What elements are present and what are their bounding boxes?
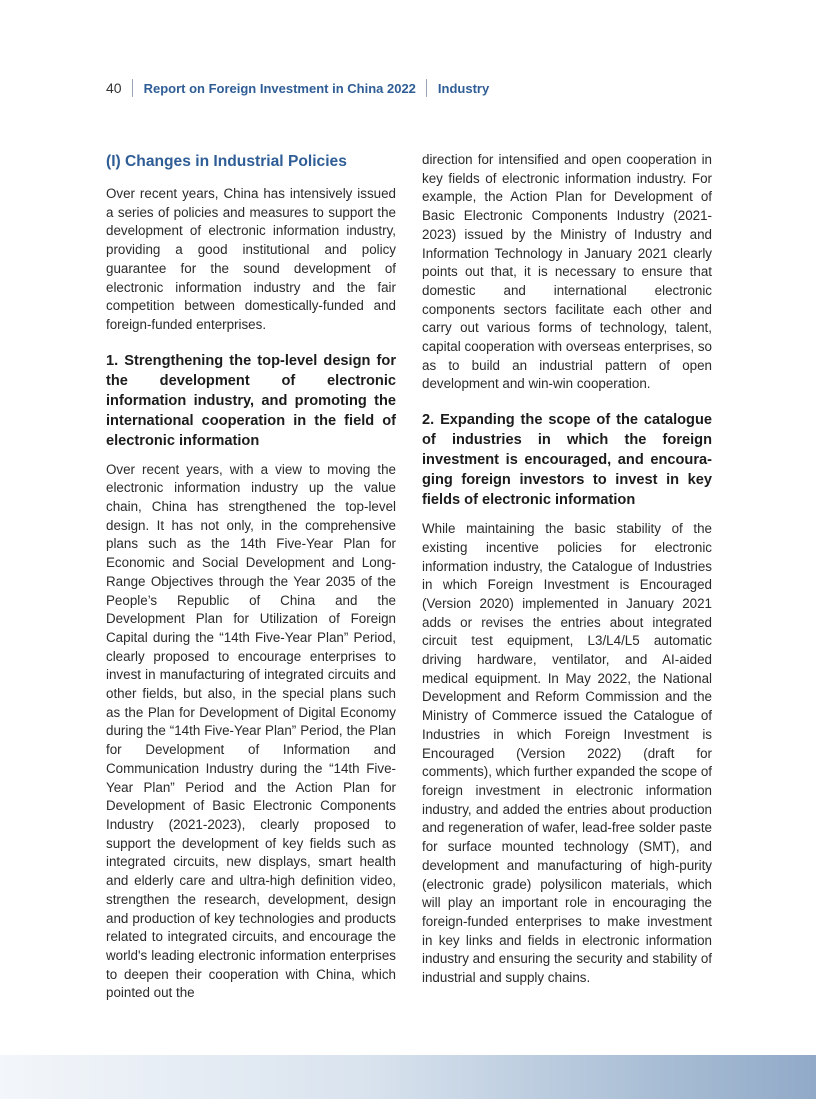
continuation-paragraph: direction for intensified and open cooperation in key fields of electronic information industry. For example, the Action Plan for Development of Basic Electronic Components Industry (2021-2023) issued by the Ministry of Industry and Information Technology in January 2021 clearly points out that, it is necessary to ensure that domestic and international electronic components sectors facilitate each other and carry out various forms of technology, talent, capital cooperation with overseas enterprises, so as to build an industrial pattern of open development and win-win cooperation. [422,152,712,392]
right-column [422,151,712,988]
section-heading: (I) Changes in Industrial Policies [106,153,347,170]
report-title: Report on Foreign Investment in China 2022 [143,80,416,96]
body-paragraph-2: While maintaining the basic stability of the existing incentive policies for electronic information industry, the Catalogue of Industries in which Foreign Investment is Encouraged (Version 2020) implemented in January 2021 adds or revises the entries about integrated circuit test equipment, L3/L4/L5 automatic driving hardware, ventilator, and AI-aided medical equipment. In May 2022, the National Development and Reform Commission and the Ministry of Commerce issued the Catalogue of Industries in which Foreign Investment is Encouraged (Version 2022) (draft for comments), which further expanded the scope of foreign investment in electronic information industry, and added the entries about production and regeneration of wafer, lead-free solder paste for surface mounted technology (SMT), and development and manufacturing of high-purity (electronic grade) polysilicon materials, which will play an important role in encouraging the foreign-funded enterprises to make investment in key links and fields in electronic information industry and ensuring the security and stability of industrial and supply chains. [422,521,712,986]
left-column [106,151,396,1003]
page-header [106,78,489,98]
section-label: Industry [437,80,490,96]
subheading-1: 1. Strengthening the top-level design for the development of electronic information industry, and promoting the international cooperation in the field of electronic information [106,352,396,449]
subheading-2: 2. Expanding the scope of the catalogue of industries in which the foreign investment is encouraged, and encouraging foreign investors to invest in key fields of electronic information [422,412,712,509]
intro-paragraph: Over recent years, China has intensively issued a series of policies and measures to support the development of electronic information industry, providing a good institutional and policy guarantee for the sound development of electronic information industry and the fair competition between domestically-funded and foreign-funded enterprises. [106,186,396,332]
footer-band [0,1055,816,1099]
header-divider [132,79,133,97]
body-paragraph-1: Over recent years, with a view to moving the electronic information industry up the value chain, China has strengthened the top-level design. It has not only, in the comprehensive plans such as the 14th Five-Year Plan for Economic and Social Development and Long-Range Objectives through the Year 2035 of the People’s Republic of China and the Development Plan for Utilization of Foreign Capital during the “14th Five-Year Plan” Period, clearly proposed to encourage enterprises to invest in manufacturing of integrated circuits and other fields, but also, in the special plans such as the Plan for Development of Digital Economy during the “14th Five-Year Plan” Period, the Plan for Development of Information and Communication Industry during the “14th Five-Year Plan” Period and the Action Plan for Development of Basic Electronic Components Industry (2021-2023), clearly proposed to support the development of key fields such as integrated circuits, new displays, smart health and elderly care and ultra-high definition video, strengthen the research, development, design and production of key technologies and products related to integrated circuits, and encourage the world's leading electronic information enterprises to deepen their cooperation with China, which pointed out the [106,461,396,1001]
header-divider [426,79,427,97]
page-number: 40 [106,80,122,96]
